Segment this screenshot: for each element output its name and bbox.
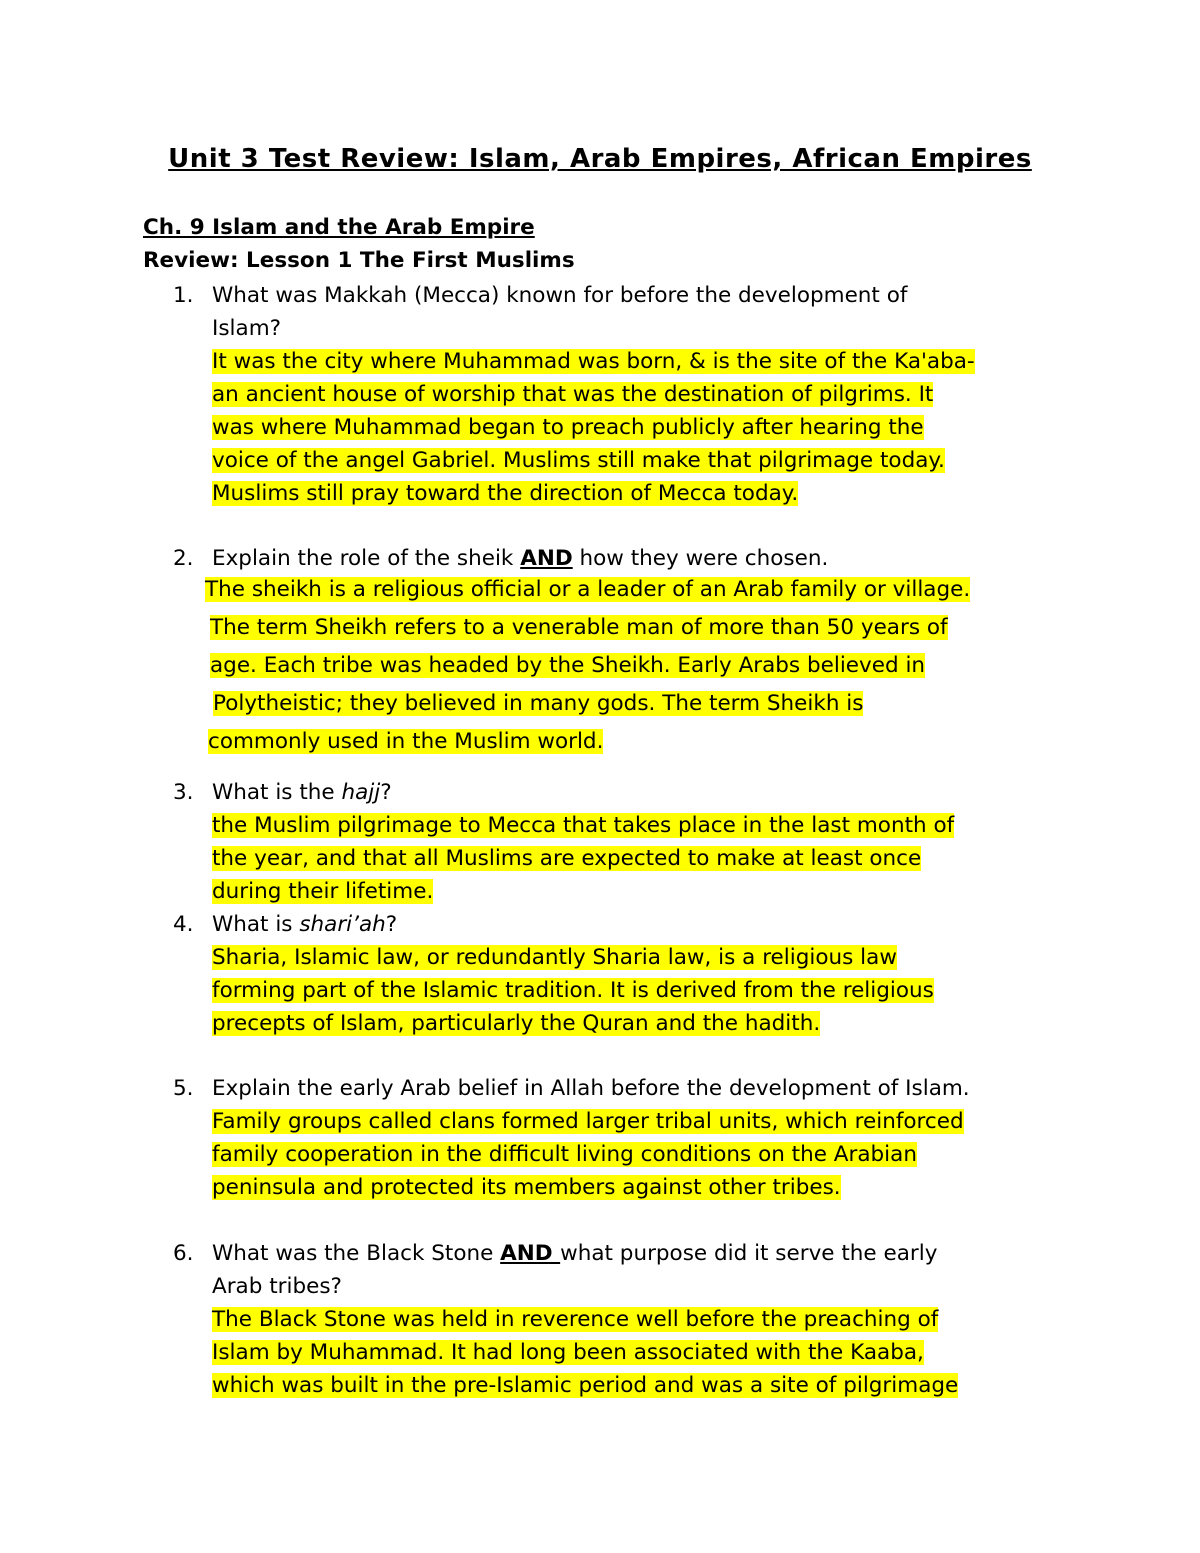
emphasis-term: shari’ah [299, 912, 386, 937]
question-text: What is the hajj? [212, 780, 392, 805]
answer-line: the Muslim pilgrimage to Mecca that takes place in the last month of [212, 813, 955, 838]
answer-line: The term Sheikh refers to a venerable man of more than 50 years of [210, 615, 948, 640]
question-text: What was the Black Stone AND what purpose did it serve the early [212, 1241, 938, 1266]
emphasis-and: AND [520, 546, 573, 571]
answer-line: Family groups called clans formed larger tribal units, which reinforced [212, 1109, 964, 1134]
answer-line: age. Each tribe was headed by the Sheikh. Early Arabs believed in [210, 653, 926, 678]
question-text: Explain the role of the sheik AND how they were chosen. [212, 546, 829, 571]
question-number: 3. [173, 780, 194, 805]
question-number: 4. [173, 912, 194, 937]
answer-line: an ancient house of worship that was the destination of pilgrims. It [212, 382, 934, 407]
question-text: What is shari’ah? [212, 912, 398, 937]
answer-line: The Black Stone was held in reverence well before the preaching of [212, 1307, 939, 1332]
chapter-heading: Ch. 9 Islam and the Arab Empire [143, 215, 535, 240]
emphasis-and: AND [500, 1241, 561, 1266]
answer-line: Muslims still pray toward the direction of Mecca today. [212, 481, 799, 506]
answer-line: voice of the angel Gabriel. Muslims still make that pilgrimage today. [212, 448, 945, 473]
answer-line: peninsula and protected its members against other tribes. [212, 1175, 841, 1200]
question-text: Explain the early Arab belief in Allah before the development of Islam. [212, 1076, 970, 1101]
emphasis-term: hajj [341, 780, 381, 805]
answer-line: was where Muhammad began to preach publicly after hearing the [212, 415, 924, 440]
question-text: Islam? [212, 316, 282, 341]
answer-line: forming part of the Islamic tradition. It is derived from the religious [212, 978, 934, 1003]
answer-line: commonly used in the Muslim world. [208, 729, 604, 754]
question-text: What was Makkah (Mecca) known for before the development of [212, 283, 908, 308]
answer-line: which was built in the pre-Islamic period and was a site of pilgrimage [212, 1373, 959, 1398]
question-number: 6. [173, 1241, 194, 1266]
answer-line: Polytheistic; they believed in many gods. The term Sheikh is [213, 691, 864, 716]
answer-line: Islam by Muhammad. It had long been associated with the Kaaba, [212, 1340, 924, 1365]
answer-line: the year, and that all Muslims are expected to make at least once [212, 846, 922, 871]
answer-line: It was the city where Muhammad was born, & is the site of the Ka'aba- [212, 349, 975, 374]
answer-line: family cooperation in the difficult living conditions on the Arabian [212, 1142, 917, 1167]
lesson-heading: Review: Lesson 1 The First Muslims [143, 248, 575, 273]
answer-line: Sharia, Islamic law, or redundantly Sharia law, is a religious law [212, 945, 897, 970]
question-number: 2. [173, 546, 194, 571]
question-number: 5. [173, 1076, 194, 1101]
question-text: Arab tribes? [212, 1274, 342, 1299]
answer-line: during their lifetime. [212, 879, 434, 904]
answer-line: The sheikh is a religious official or a leader of an Arab family or village. [205, 577, 971, 602]
answer-line: precepts of Islam, particularly the Quran and the hadith. [212, 1011, 821, 1036]
question-number: 1. [173, 283, 194, 308]
document-title: Unit 3 Test Review: Islam, Arab Empires, African Empires [168, 144, 1032, 174]
